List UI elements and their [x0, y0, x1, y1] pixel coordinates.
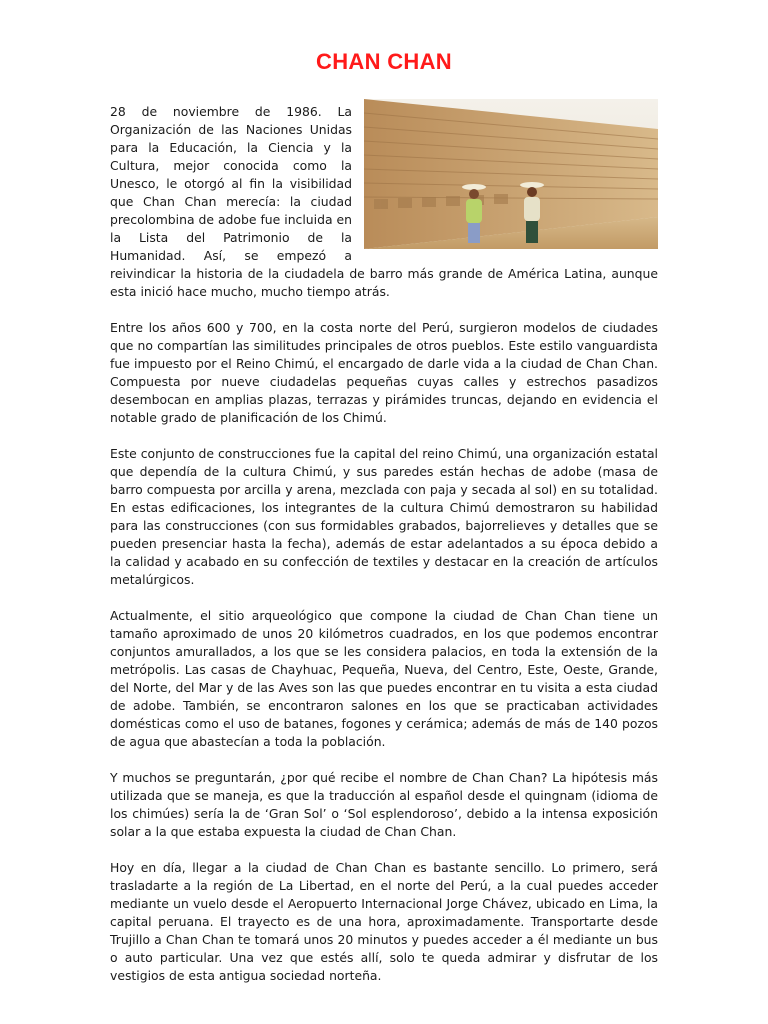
paragraph-1-text: 28 de noviembre de 1986. La Organización de las Naciones Unidas para la Educación, la Ciencia y la Cultura, mejor conocida como la Unesco, le otorgó al fin la visibilidad que Chan Chan merecía: la ciudad precolombina de adobe fue incluida en la Lista del Patrimonio de la Humanidad. Así, se empezó a reivindicar la historia de la ciudadela de barro más grande de América Latina, aunque esta inició hace mucho, mucho tiempo atrás. — [110, 104, 658, 299]
paragraph-4: Actualmente, el sitio arqueológico que compone la ciudad de Chan Chan tiene un tamaño aproximado de unos 20 kilómetros cuadrados, en los que podemos encontrar conjuntos amurallados, a los que se les considera palacios, en toda la extensión de la metrópolis. Las casas de Chayhuac, Pequeña, Nueva, del Centro, Este, Oeste, Grande, del Norte, del Mar y de las Aves son las que puedes encontrar en tu visita a esta ciudad de adobe. También, se encontraron salones en los que se practicaban actividades domésticas como el uso de batanes, fogones y cerámica; además de más de 140 pozos de agua que abastecían a toda la población. — [110, 608, 658, 749]
paragraph-6: Hoy en día, llegar a la ciudad de Chan Chan es bastante sencillo. Lo primero, será trasladarte a la región de La Libertad, en el norte del Perú, a la cual puedes acceder mediante un vuelo desde el Aeropuerto Internacional Jorge Chávez, ubicado en Lima, la capital peruana. El trayecto es de una hora, aproximadamente. Transportarte desde Trujillo a Chan Chan te tomará unos 20 minutos y puedes acceder a él mediante un bus o auto particular. Una vez que estés allí, solo te queda admirar y disfrutar de los vestigios de esta antigua sociedad norteña. — [110, 860, 658, 983]
document-page — [110, 40, 658, 1003]
paragraph-5: Y muchos se preguntarán, ¿por qué recibe el nombre de Chan Chan? La hipótesis más utilizada que se maneja, es que la traducción al español desde el quingnam (idioma de los chimúes) sería la de ‘Gran Sol’ o ‘Sol esplendoroso’, debido a la intensa exposición solar a la que estaba expuesta la ciudad de Chan Chan. — [110, 770, 658, 839]
paragraph-1 — [110, 103, 658, 301]
paragraph-3: Este conjunto de construcciones fue la capital del reino Chimú, una organización estatal que dependía de la cultura Chimú, y sus paredes están hechas de adobe (masa de barro compuesta por arcilla y arena, mezclada con paja y secada al sol) en su totalidad. En estas edificaciones, los integrantes de la cultura Chimú demostraron su habilidad para las construcciones (con sus formidables grabados, bajorrelieves y detalles que se pueden presenciar hasta la fecha), además de estar adelantados a su época debido a la calidad y acabado en su confección de textiles y destacar en la creación de artículos metalúrgicos. — [110, 446, 658, 587]
document-title: CHAN CHAN — [316, 49, 452, 74]
paragraph-2: Entre los años 600 y 700, en la costa norte del Perú, surgieron modelos de ciudades que no compartían las similitudes principales de otros pueblos. Este estilo vanguardista fue impuesto por el Reino Chimú, el encargado de darle vida a la ciudad de Chan Chan. Compuesta por nueve ciudadelas pequeñas cuyas calles y estrechos pasadizos desembocan en amplias plazas, terrazas y pirámides truncas, dejando en evidencia el notable grado de planificación de los Chimú. — [110, 320, 658, 425]
chan-chan-photo — [364, 99, 658, 249]
